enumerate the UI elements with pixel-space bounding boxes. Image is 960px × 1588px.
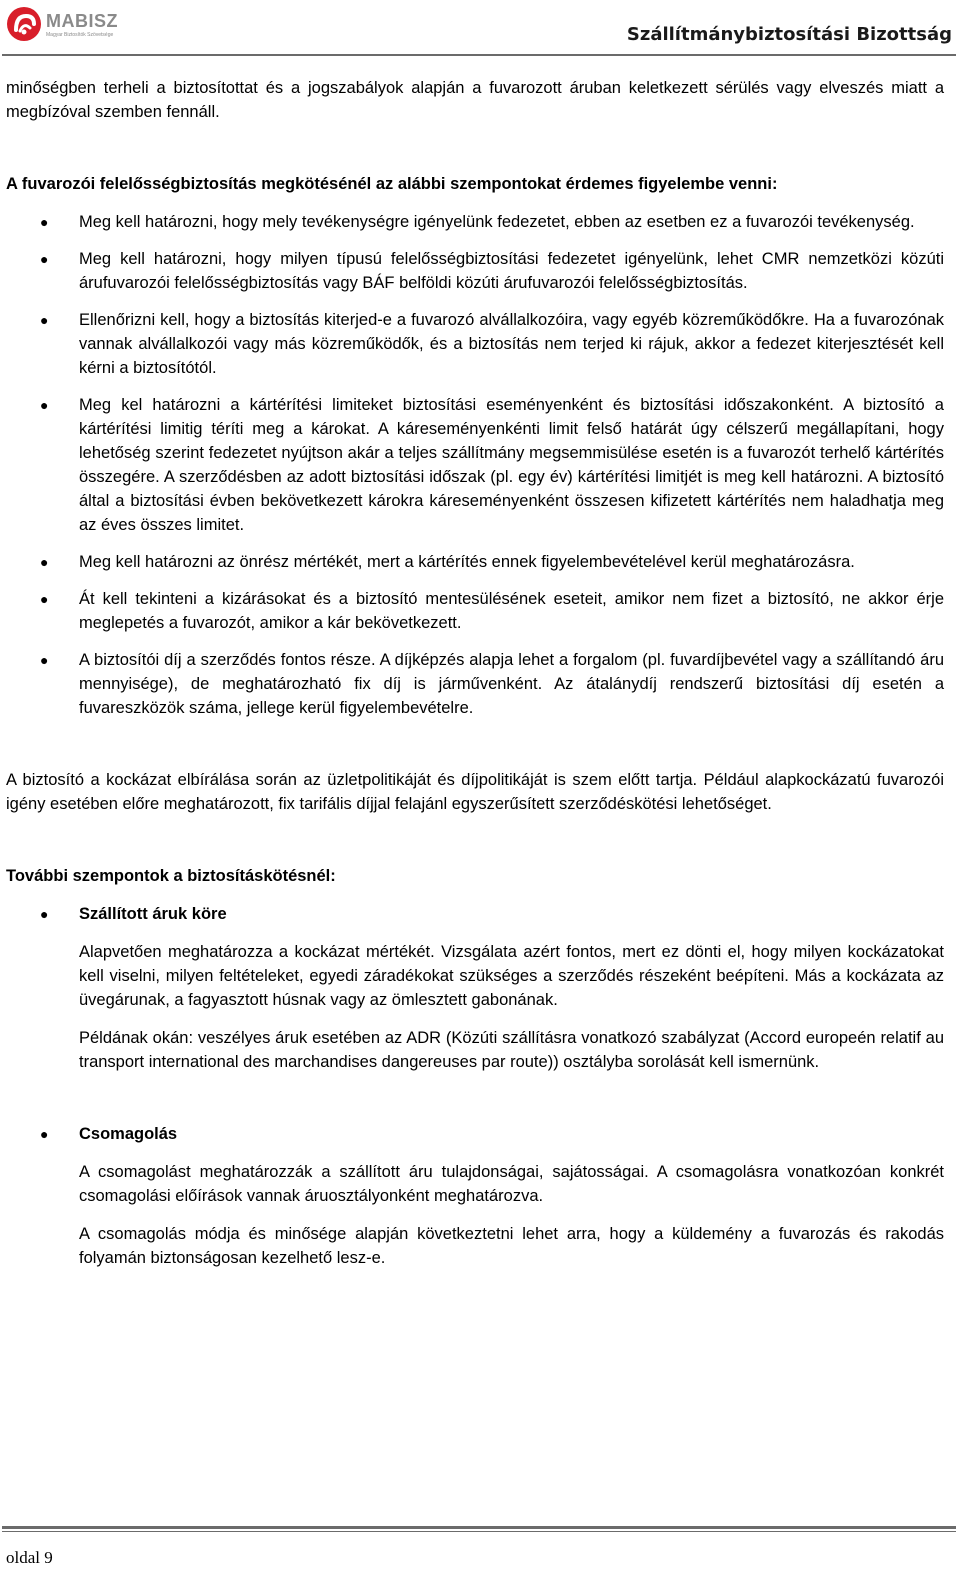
section1-heading: A fuvarozói felelősségbiztosítás megkötésénél az alábbi szempontokat érdemes figyelembe venni: bbox=[6, 175, 778, 193]
list-item: ● A biztosítói díj a szerződés fontos része. A díjképzés alapja lehet a forgalom (pl. fuvardíjbevétel vagy a szállítandó áru mennyisége), de meghatározható fix díj is járművenként. Az átalánydíj rendszerű biztosítási díj esetén a fuvareszközök száma, jellege kerül figyelembevételre. bbox=[6, 648, 944, 720]
list-item: ● Meg kell határozni az önrész mértékét, mert a kártérítés ennek figyelembevételével kerül meghatározásra. bbox=[6, 550, 944, 574]
logo-name: MABISZ bbox=[46, 11, 118, 31]
document-body bbox=[6, 76, 944, 1270]
page-header bbox=[0, 0, 960, 56]
bullet-icon: ● bbox=[40, 1126, 49, 1142]
list-item: ● Meg kel határozni a kártérítési limiteket biztosítási eseményenként és biztosítási időszakonként. A biztosító a kártérítési limitig téríti meg a károkat. A káreseményenkénti limit felső határát úgy célszerű megállapítani, hogy lehetőség szerint fedezetet nyújtson akár a teljes szállítmány megsemmisülése esetén is a fuvarozót terhelő kártérítés összegére. A szerződésben az adott biztosítási időszak (pl. egy év) kártérítési limitjét is meg kell határozni. A biztosító által a biztosítási évben bekövetkezett károkra káreseményenként összesen kifizetett kártérítés nem haladhatja meg az éves összes limitet. bbox=[6, 393, 944, 537]
item-title: Csomagolás bbox=[79, 1125, 178, 1143]
bullet-icon: ● bbox=[40, 591, 49, 607]
packaging-p2: A csomagolás módja és minősége alapján következtetni lehet arra, hogy a küldemény a fuvarozás és rakodás folyamán biztonságosan kezelhető lesz-e. bbox=[79, 1225, 944, 1267]
bullet-icon: ● bbox=[40, 312, 49, 328]
section3-heading: További szempontok a biztosításkötésnél: bbox=[6, 867, 336, 885]
bullet-icon: ● bbox=[40, 397, 49, 413]
logo-subtitle: Magyar Biztosítók Szövetsége bbox=[46, 32, 114, 38]
footer-divider-thin bbox=[2, 1531, 956, 1532]
transported-goods-p2: Példának okán: veszélyes áruk esetében az ADR (Közúti szállításra vonatkozó szabályzat (Accord europeén relatif au transport international des marchandises dangereuses par route)) osztályba sorolását kell ismernünk. bbox=[79, 1029, 944, 1071]
list-item-packaging bbox=[6, 1122, 944, 1146]
footer-divider bbox=[2, 1526, 956, 1529]
bullet-icon: ● bbox=[40, 554, 49, 570]
section1-list bbox=[6, 210, 944, 720]
section3-list bbox=[6, 902, 944, 926]
bullet-icon: ● bbox=[40, 251, 49, 267]
transported-goods-details bbox=[6, 926, 944, 1074]
bullet-icon: ● bbox=[40, 652, 49, 668]
list-item: ● Ellenőrizni kell, hogy a biztosítás kiterjed-e a fuvarozó alvállalkozóira, vagy egyéb közreműködőkre. Ha a fuvarozónak vannak alvállalkozói vagy más közreműködők, és a biztosítás nem terjed ki rájuk, akkor a fedezet kiterjesztését kell kérni a biztosítótól. bbox=[6, 308, 944, 380]
mabisz-logo bbox=[6, 6, 126, 44]
packaging-p1: A csomagolást meghatározzák a szállított áru tulajdonságai, sajátosságai. A csomagolásra vonatkozóan konkrét csomagolási előírások vannak áruosztályonként meghatározva. bbox=[79, 1163, 944, 1205]
list-item: ● Meg kell határozni, hogy milyen típusú felelősségbiztosítási fedezetet igényelünk, lehet CMR nemzetközi közúti árufuvarozói felelősségbiztosítás vagy BÁF belföldi közúti árufuvarozói felelősségbiztosítás. bbox=[6, 247, 944, 295]
bullet-icon: ● bbox=[40, 214, 49, 230]
list-item: ● Át kell tekinteni a kizárásokat és a biztosító mentesülésének eseteit, amikor nem fizet a biztosító, ne akkor érje meglepetés a fuvarozót, amikor a kár bekövetkezett. bbox=[6, 587, 944, 635]
item-title: Szállított áruk köre bbox=[79, 905, 227, 923]
packaging-details bbox=[6, 1146, 944, 1270]
page-number: oldal 9 bbox=[6, 1548, 53, 1567]
header-divider bbox=[2, 54, 956, 56]
mabisz-logo-icon bbox=[6, 6, 42, 42]
risk-assessment-paragraph: A biztosító a kockázat elbírálása során az üzletpolitikáját és díjpolitikáját is szem előtt tartja. Például alapkockázatú fuvarozói igény esetében előre meghatározott, fix tarifális díjjal felajánl egyszerűsített szerződéskötési lehetőséget. bbox=[6, 771, 944, 813]
transported-goods-p1: Alapvetően meghatározza a kockázat mértékét. Vizsgálata azért fontos, mert ez dönti el, hogy milyen kockázatokat kell viselni, milyen feltételeket, egyedi záradékokat szükséges a szerződés részeként beépíteni. Más a kockázata az üvegárunak, a fagyasztott húsnak vagy az ömlesztett gabonának. bbox=[79, 943, 944, 1009]
section3-list-2 bbox=[6, 1122, 944, 1146]
list-item: ● Meg kell határozni, hogy mely tevékenységre igényelünk fedezetet, ebben az esetben ez a fuvarozói tevékenység. bbox=[6, 210, 944, 234]
header-title: Szállítmánybiztosítási Bizottság bbox=[626, 24, 952, 45]
list-item-transported-goods bbox=[6, 902, 944, 926]
bullet-icon: ● bbox=[40, 906, 49, 922]
intro-paragraph: minőségben terheli a biztosítottat és a jogszabályok alapján a fuvarozott áruban keletkezett sérülés vagy elveszés miatt a megbízóval szemben fennáll. bbox=[6, 79, 944, 121]
